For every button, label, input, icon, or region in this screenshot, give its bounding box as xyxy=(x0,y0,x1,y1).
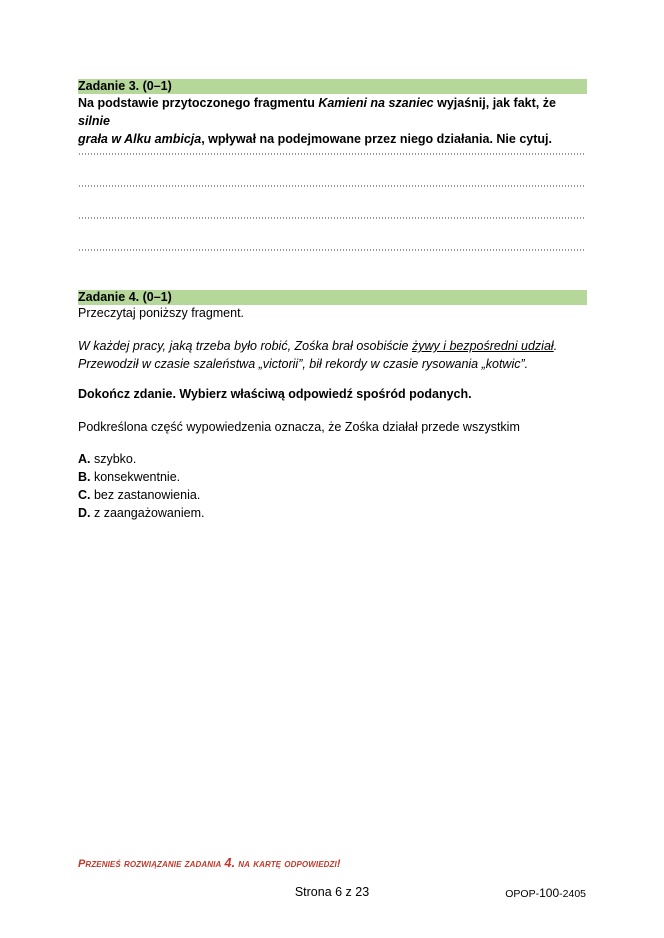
task4-header-text: Zadanie 4. (0–1) xyxy=(78,290,172,304)
transfer-note xyxy=(78,856,341,870)
task4-quote xyxy=(78,337,588,373)
option-a[interactable] xyxy=(78,450,588,468)
task4-header xyxy=(78,290,587,305)
page-number: Strona 6 z 23 xyxy=(294,885,370,899)
option-b-text: konsekwentnie. xyxy=(90,470,181,484)
option-c[interactable] xyxy=(78,486,588,504)
task3-instr-title: Kamieni na szaniec xyxy=(318,96,434,110)
answer-line-2[interactable] xyxy=(78,185,584,187)
task4-stem: Podkreślona część wypowiedzenia oznacza, że Zośka działał przede wszystkim xyxy=(78,420,520,434)
transfer-note-part2: na kartę odpowiedzi! xyxy=(235,858,341,870)
transfer-note-part1: Przenieś rozwiązanie zadania xyxy=(78,858,225,870)
answer-line-3[interactable] xyxy=(78,217,584,219)
task4-instruction: Dokończ zdanie. Wybierz właściwą odpowiedź spośród podanych. xyxy=(78,387,472,401)
option-c-text: bez zastanowienia. xyxy=(90,488,201,502)
task3-instr-quote: silnie xyxy=(78,114,110,128)
task4-quote-part1: W każdej pracy, jaką trzeba było robić, Zośka brał osobiście xyxy=(78,339,412,353)
task3-instr-part1: Na podstawie przytoczonego fragmentu xyxy=(78,96,319,110)
option-d-text: z zaangażowaniem. xyxy=(90,506,205,520)
doc-code-mid: 100 xyxy=(539,886,560,900)
task3-instr-quote2: grała w Alku ambicja xyxy=(78,132,202,146)
option-c-letter: C. xyxy=(78,488,91,502)
task4-quote-underlined: żywy i bezpośredni udział xyxy=(411,339,554,353)
transfer-note-num: 4. xyxy=(224,856,236,870)
option-a-text: szybko. xyxy=(90,452,137,466)
option-d[interactable] xyxy=(78,504,588,522)
option-a-letter: A. xyxy=(78,452,91,466)
task3-instruction xyxy=(78,94,588,148)
answer-line-1[interactable] xyxy=(78,153,584,155)
task3-header xyxy=(78,79,587,94)
task4-quote-line2: Przewodził w czasie szaleństwa „victorii”, bił rekordy w czasie rysowania „kotwic”. xyxy=(78,357,529,371)
task3-header-text: Zadanie 3. (0–1) xyxy=(78,79,172,93)
doc-code-prefix: OPOP- xyxy=(505,888,540,900)
doc-code-suffix: -2405 xyxy=(559,888,586,900)
task3-instr-part3: , wpływał na podejmowane przez niego działania. Nie cytuj. xyxy=(201,132,552,146)
answer-line-4[interactable] xyxy=(78,249,584,251)
option-b-letter: B. xyxy=(78,470,91,484)
task4-options xyxy=(78,450,588,522)
document-code xyxy=(505,886,586,900)
task4-quote-part2: . xyxy=(553,339,558,353)
task3-instr-part2: wyjaśnij, jak fakt, że xyxy=(433,96,556,110)
option-d-letter: D. xyxy=(78,506,91,520)
option-b[interactable] xyxy=(78,468,588,486)
task4-intro: Przeczytaj poniższy fragment. xyxy=(78,306,245,320)
